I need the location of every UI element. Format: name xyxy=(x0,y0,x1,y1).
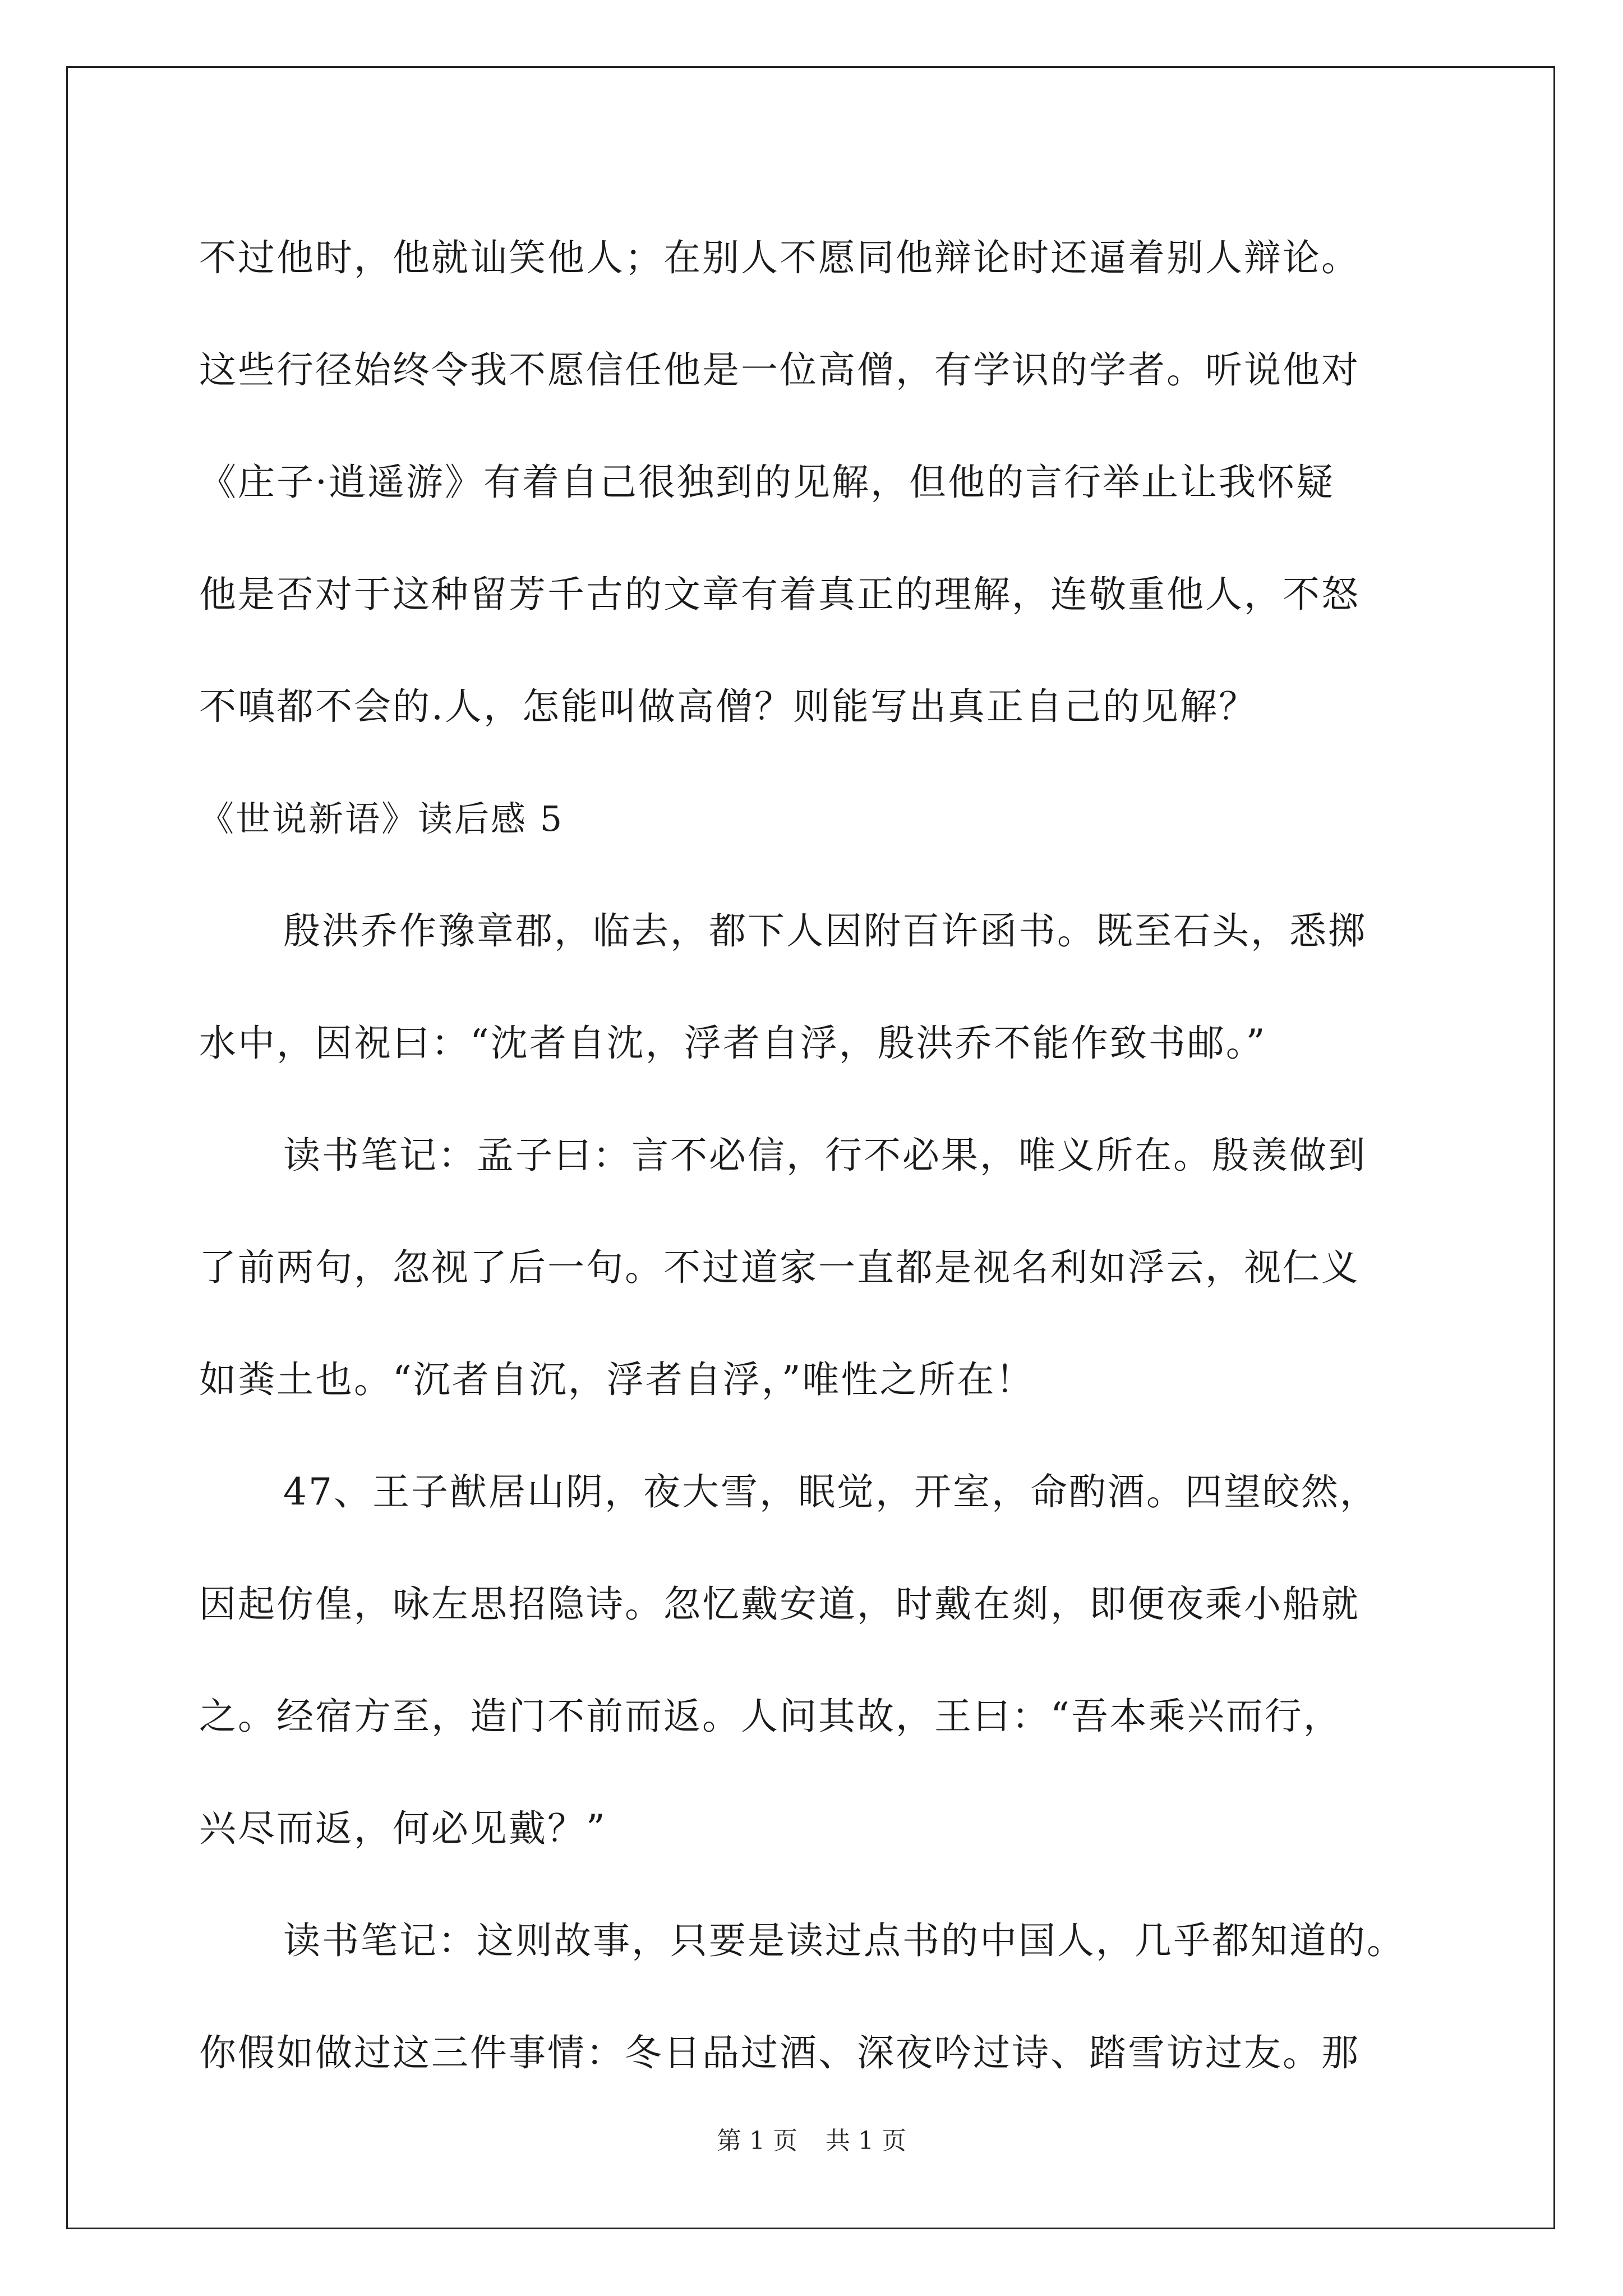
text-line: 读书笔记：这则故事，只要是读过点书的中国人，几乎都知道的。 xyxy=(283,1919,1405,1962)
page-number: 第 1 页 xyxy=(717,2127,797,2155)
page-total: 共 1 页 xyxy=(826,2127,906,2155)
text-line: 47、王子猷居山阴，夜大雪，眠觉，开室，命酌酒。四望皎然， xyxy=(283,1470,1378,1513)
text-line: 因起仿偟，咏左思招隐诗。忽忆戴安道，时戴在剡，即便夜乘小船就 xyxy=(199,1582,1360,1626)
section-heading: 《世说新语》读后感 5 xyxy=(199,798,564,839)
text-line: 水中，因祝曰：“沈者自沈，浮者自浮，殷洪乔不能作致书邮。” xyxy=(199,1022,1267,1065)
text-line: 不过他时，他就讪笑他人；在别人不愿同他辩论时还逼着别人辩论。 xyxy=(199,236,1360,279)
text-line: 他是否对于这种留芳千古的文章有着真正的理解，连敬重他人，不怒 xyxy=(199,573,1360,616)
text-line: 这些行径始终令我不愿信任他是一位高僧，有学识的学者。听说他对 xyxy=(199,348,1360,392)
text-line: 《庄子·逍遥游》有着自己很独到的见解，但他的言行举止让我怀疑 xyxy=(199,461,1335,504)
text-line: 读书笔记：孟子曰：言不必信，行不必果，唯义所在。殷羡做到 xyxy=(283,1134,1367,1177)
text-line: 如粪土也。“沉者自沉，浮者自浮，”唯性之所在！ xyxy=(199,1358,1035,1401)
text-line: 你假如做过这三件事情：冬日品过酒、深夜吟过诗、踏雪访过友。那 xyxy=(199,2031,1360,2074)
text-line: 兴尽而返，何必见戴？” xyxy=(199,1807,607,1850)
text-line: 不嗔都不会的.人，怎能叫做高僧？则能写出真正自己的见解？ xyxy=(199,685,1257,728)
page-footer xyxy=(0,2120,1623,2156)
text-line: 之。经宿方至，造门不前而返。人问其故，王曰：“吾本乘兴而行， xyxy=(199,1695,1342,1738)
text-line: 殷洪乔作豫章郡，临去，都下人因附百许函书。既至石头，悉掷 xyxy=(283,909,1367,953)
document-body xyxy=(199,202,1495,2109)
text-line: 了前两句，忽视了后一句。不过道家一直都是视名利如浮云，视仁义 xyxy=(199,1246,1360,1289)
